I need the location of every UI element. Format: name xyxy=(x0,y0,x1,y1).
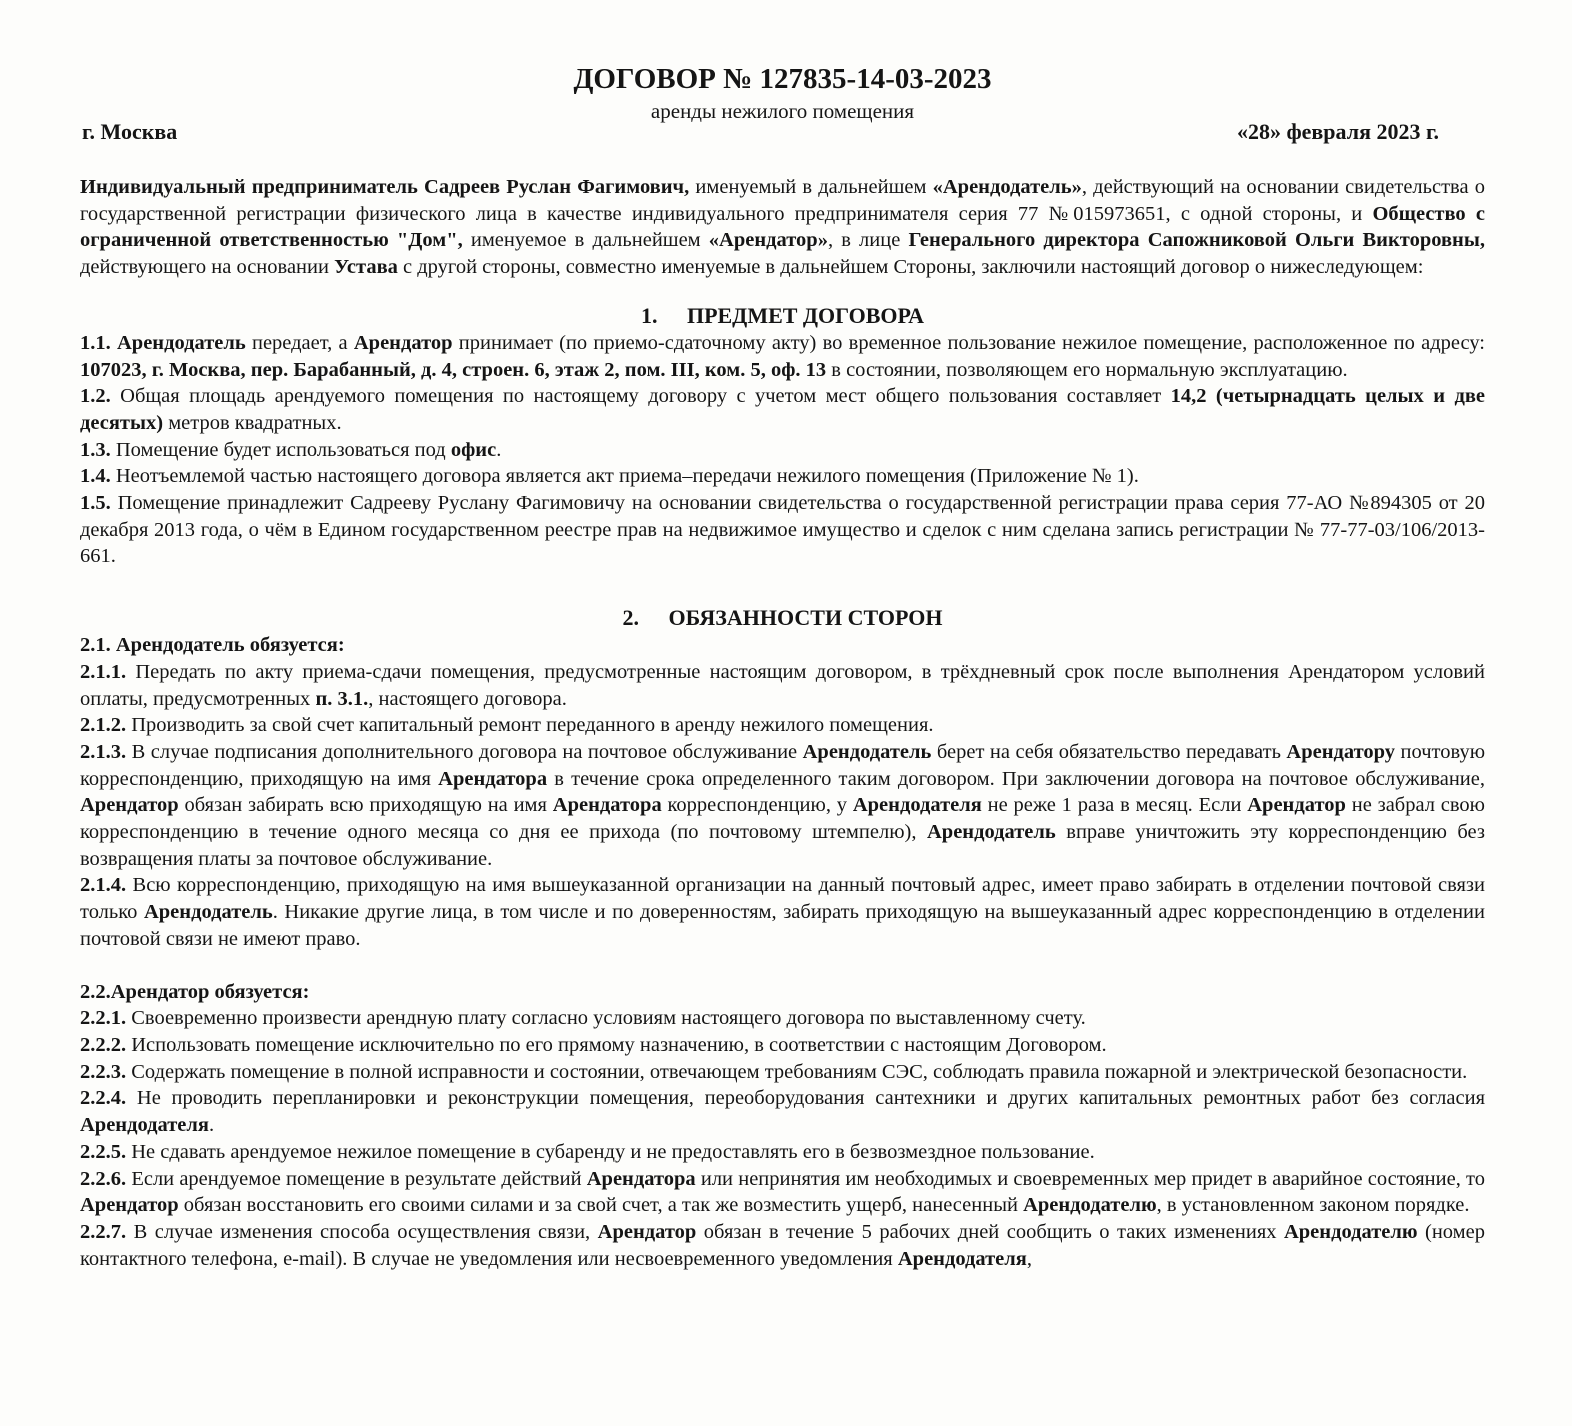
text: Не проводить перепланировки и реконструкции помещения, переоборудования сантехники и других капитальных ремонтных работ без согласия xyxy=(126,1087,1485,1110)
contract-title: ДОГОВОР № 127835-14-03-2023 xyxy=(573,63,992,95)
text: , в лице xyxy=(827,229,909,252)
landlord-name: Индивидуальный предприниматель Садреев Руслан Фагимович, xyxy=(80,176,690,198)
clause-2-2-7 xyxy=(80,1219,1485,1272)
text: или непринятия им необходимых и своевременных мер придет в аварийное состояние, то xyxy=(695,1167,1485,1190)
preamble xyxy=(80,174,1485,281)
clause-number: 1.4. xyxy=(80,465,111,488)
clause-2-1-1 xyxy=(80,659,1485,712)
section-title: ОБЯЗАННОСТИ СТОРОН xyxy=(668,605,943,631)
clause-number: 2.1.2. xyxy=(80,714,127,737)
text: именуемое в дальнейшем xyxy=(462,229,709,252)
bold-term: Арендодателя xyxy=(852,794,982,817)
text: не забрал свою корреспонденцию в течение одного месяца со дня ее прихода (по почтовому штемпелю), xyxy=(80,794,1486,844)
text: , xyxy=(1026,1247,1032,1270)
text: в состоянии, позволяющем его нормальную эксплуатацию. xyxy=(826,358,1348,381)
clause-number: 1.5. xyxy=(80,492,111,515)
bold-term: Арендодателя xyxy=(80,1114,209,1137)
clause-1-4 xyxy=(80,463,1485,490)
text: обязан восстановить его своими силами и за свой счет, а так же возместить ущерб, нанесенный xyxy=(178,1194,1024,1217)
clause-2-2-4 xyxy=(80,1085,1485,1138)
text: в течение срока определенного таким договором. При заключении договора на почтовое обслуживание, xyxy=(547,767,1485,790)
blank-line xyxy=(80,953,1485,979)
text: принимает (по приемо-сдаточному акту) во временное пользование нежилое помещение, расположенное по адресу: xyxy=(452,331,1485,354)
usage-type: офис xyxy=(450,438,497,461)
text: Помещение принадлежит Садрееву Руслану Фагимовичу на основании свидетельства о государственной регистрации права серия 77-АО №894305 от 20 декабря 2013 года, о чём в Едином государственном реестре прав на недвижимое имущество и сделок с ним сделана запись регистрации № 77-77-03/106/2013-661. xyxy=(80,492,1485,568)
area-value: 14,2 (четырнадцать целых и две десятых) xyxy=(80,385,1485,434)
text: . xyxy=(496,438,502,461)
clause-number: 2.2.6. xyxy=(80,1167,127,1190)
bold-term: Арендодатель xyxy=(116,331,246,354)
clause-1-2 xyxy=(80,383,1485,436)
clause-number: 2.2.7. xyxy=(80,1220,127,1243)
bold-term: Арендатор xyxy=(353,331,453,354)
clause-reference: п. 3.1. xyxy=(315,687,369,710)
clause-number: 1.1. xyxy=(80,331,111,354)
text: Использовать помещение исключительно по его прямому назначению, в соответствии с настоящим Договором. xyxy=(126,1033,1107,1056)
section-title: ПРЕДМЕТ ДОГОВОРА xyxy=(686,302,925,328)
contract-subtitle: аренды нежилого помещения xyxy=(650,99,915,123)
text: Неотъемлемой частью настоящего договора является акт приема–передачи нежилого помещения (Приложение № 1). xyxy=(110,465,1139,488)
subheading-2-1 xyxy=(80,632,1485,659)
clause-1-1 xyxy=(80,330,1485,383)
text: корреспонденцию, у xyxy=(661,794,853,817)
clause-2-2-3 xyxy=(80,1059,1485,1086)
text: В случае изменения способа осуществления связи, xyxy=(126,1220,598,1243)
subheading-text: 2.2.Арендатор обязуется: xyxy=(80,980,310,1003)
text: почтовую корреспонденцию, приходящую на имя xyxy=(80,740,1486,790)
text: метров квадратных. xyxy=(163,411,342,434)
text: Содержать помещение в полной исправности и состоянии, отвечающем требованиям СЭС, соблюдать правила пожарной и электрической безопасности. xyxy=(126,1060,1468,1083)
bold-term: Арендатор xyxy=(597,1220,697,1243)
text: Если арендуемое помещение в результате действий xyxy=(126,1167,587,1190)
text: Всю корреспонденцию, приходящую на имя вышеуказанной организации на данный почтовый адрес, имеет право забирать в отделении почтовой связи только xyxy=(80,874,1485,924)
section-number: 2. xyxy=(622,605,639,631)
text: , настоящего договора. xyxy=(368,687,567,710)
director-name: Генерального директора Сапожниковой Ольги Викторовны, xyxy=(908,229,1485,252)
section-heading-1 xyxy=(80,302,1485,330)
clause-2-2-2 xyxy=(80,1032,1485,1059)
clause-number: 2.1.1. xyxy=(80,660,127,683)
clause-number: 2.2.1. xyxy=(80,1007,127,1030)
text: Не сдавать арендуемое нежилое помещение в субаренду и не предоставлять его в безвозмездное пользование. xyxy=(126,1140,1095,1163)
text: передает, а xyxy=(245,331,354,354)
text: действующего на основании xyxy=(80,256,335,279)
clause-number: 1.2. xyxy=(80,385,111,408)
bold-term: Арендодатель xyxy=(927,821,1056,844)
text: Производить за свой счет капитальный ремонт переданного в аренду нежилого помещения. xyxy=(126,714,934,737)
clause-number: 2.2.4. xyxy=(80,1087,127,1110)
clause-number: 2.2.5. xyxy=(80,1140,127,1163)
clause-number: 2.2.2. xyxy=(80,1033,127,1056)
bold-term: Арендатору xyxy=(1286,740,1396,763)
section-heading-2 xyxy=(80,604,1485,632)
bold-term: Арендодателю xyxy=(1023,1194,1157,1217)
bold-term: Арендодателя xyxy=(897,1247,1027,1270)
text: Своевременно произвести арендную плату согласно условиям настоящего договора по выставленному счету. xyxy=(126,1007,1086,1030)
clause-2-2-5 xyxy=(80,1139,1485,1166)
text: (номер контактного телефона, e-mail). В случае не уведомления или несвоевременного уведомления xyxy=(80,1220,1485,1270)
clause-2-1-4 xyxy=(80,872,1485,952)
text: , действующий на основании свидетельства о государственной регистрации физического лица в качестве индивидуального предпринимателя серия 77 №015973651 xyxy=(80,176,1485,225)
section-number: 1. xyxy=(640,302,658,328)
bold-term: Арендатора xyxy=(552,794,662,817)
subheading-text: 2.1. Арендодатель обязуется: xyxy=(80,634,345,657)
clause-2-1-2 xyxy=(80,712,1485,739)
charter-word: Устава xyxy=(334,256,398,279)
text: . Никакие другие лица, в том числе и по доверенностям, забирать приходящую на вышеуказанный адрес корреспонденцию в отделении почтовой связи не имеют право. xyxy=(80,901,1485,950)
bold-term: Арендатор xyxy=(1247,794,1346,817)
clause-number: 2.1.3. xyxy=(80,740,127,763)
contract-city: г. Москва xyxy=(82,119,178,144)
clause-1-3 xyxy=(80,437,1485,464)
bold-term: Арендатор xyxy=(80,794,179,817)
bold-term: Арендодатель xyxy=(143,901,273,924)
text: не реже 1 раза в месяц. Если xyxy=(981,794,1248,817)
text: обязан в течение 5 рабочих дней сообщить о таких изменениях xyxy=(696,1220,1284,1243)
clause-number: 1.3. xyxy=(80,438,111,461)
contract-date: «28» февраля 2023 г. xyxy=(1236,119,1439,144)
bold-term: Арендодатель xyxy=(802,740,932,763)
bold-term: Арендатора xyxy=(438,767,548,790)
clause-2-2-1 xyxy=(80,1005,1485,1032)
text: В случае подписания дополнительного договора на почтовое обслуживание xyxy=(126,740,803,763)
text: с другой стороны, совместно именуемые в дальнейшем Стороны, заключили настоящий договор о нижеследующем: xyxy=(397,256,1424,279)
text: именуемый в дальнейшем xyxy=(689,176,933,198)
text: берет на себя обязательство передавать xyxy=(931,740,1287,763)
text: . xyxy=(209,1114,215,1137)
tenant-name: Общество с ограниченной ответственностью "Дом", xyxy=(80,202,1485,252)
property-address: 107023, г. Москва, пер. Барабанный, д. 4, строен. 6, этаж 2, пом. III, ком. 5, оф. 13 xyxy=(80,358,827,381)
text: , в установленном законом порядке. xyxy=(1156,1194,1470,1217)
text: Общая площадь арендуемого помещения по настоящему договору с учетом мест общего пользования составляет xyxy=(110,385,1171,408)
subheading-2-2 xyxy=(80,979,1485,1006)
text: обязан забирать всю приходящую на имя xyxy=(178,794,553,817)
clause-2-1-3 xyxy=(80,739,1485,873)
clause-number: 2.1.4. xyxy=(80,874,127,897)
bold-term: Арендодателю xyxy=(1283,1220,1418,1243)
landlord-role: «Арендодатель» xyxy=(932,176,1082,198)
text: Помещение будет использоваться под xyxy=(110,438,451,461)
bold-term: Арендатор xyxy=(80,1194,179,1217)
tenant-role: «Арендатор» xyxy=(708,229,828,252)
bold-term: Арендатора xyxy=(586,1167,696,1190)
clause-1-5 xyxy=(80,490,1485,570)
clause-number: 2.2.3. xyxy=(80,1060,127,1083)
text: , с одной стороны, и xyxy=(1165,202,1373,225)
contract-document xyxy=(80,62,1485,1272)
text: Передать по акту приема-сдачи помещения, предусмотренные настоящим договором, в трёхдневный срок после выполнения Арендатором условий оплаты, предусмотренных xyxy=(80,660,1485,710)
clause-2-2-6 xyxy=(80,1166,1485,1219)
text: вправе уничтожить эту корреспонденцию без возвращения платы за почтовое обслуживание. xyxy=(80,821,1486,870)
